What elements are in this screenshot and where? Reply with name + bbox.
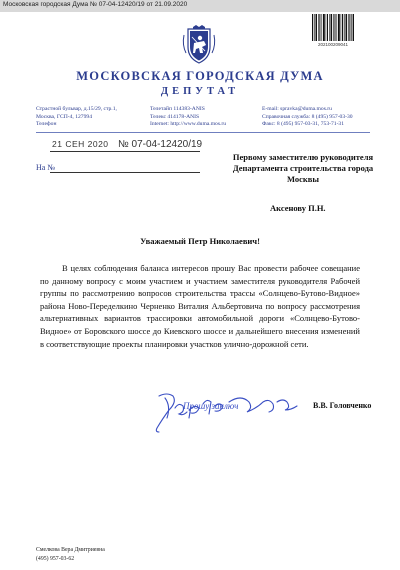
executor-name: Смелкова Вера Дмитриевна [36, 547, 105, 553]
moscow-coat-of-arms-icon [180, 25, 218, 65]
teletype-block [150, 106, 226, 129]
signer-name: В.В. Головченко [313, 401, 372, 410]
organization-name: МОСКОВСКАЯ ГОРОДСКАЯ ДУМА [76, 69, 324, 83]
website-line: Internet: http://www.duma.mos.ru [150, 121, 227, 127]
response-number-label: На № [36, 163, 55, 172]
addressee-line: Москвы [286, 174, 320, 184]
address-line: Москва, ГСП-4, 127994 [36, 113, 92, 120]
postal-address-block [36, 106, 117, 129]
document-header-bar [0, 0, 400, 12]
addressee-block [218, 152, 388, 185]
addressee-line: Первому заместителю руководителя [232, 152, 374, 162]
header-divider [36, 132, 370, 133]
barcode-number: 202100209041 [317, 42, 349, 47]
telex-line: Телекс 414178-ANIS [150, 113, 200, 120]
teletype-line: Телетайп 114383-ANIS [150, 106, 205, 112]
barcode [312, 14, 354, 41]
addressee-line: Департамента строительства города [232, 163, 374, 173]
executor-block [36, 546, 105, 563]
salutation: Уважаемый Петр Николаевич! [140, 236, 260, 246]
response-number-underline [50, 172, 200, 173]
fax-line: Факс: 8 (495) 957-03-31, 753-71-31 [262, 121, 345, 127]
address-line: Телефон [36, 121, 57, 127]
registration-number-stamp: № 07-04-12420/19 [118, 139, 203, 150]
number-underline [113, 151, 200, 152]
helpdesk-phone-line: Справочная служба: 8 (495) 957-03-30 [262, 113, 353, 120]
document-reference-text: Московская городская Дума № 07-04-12420/19 от 21.09.2020 [3, 1, 188, 8]
email-phone-block [262, 106, 353, 129]
registration-date-stamp: 21 СЕН 2020 [52, 139, 109, 149]
sender-role-title: ДЕПУТАТ [160, 86, 240, 97]
addressee-name: Аксенову П.Н. [270, 203, 326, 213]
date-underline [50, 151, 113, 152]
letter-body: В целях соблюдения баланса интересов прошу Вас провести рабочее совещание по данному вопросу с моим участием и участием заместителя руководителя Рабочей группы по рассмотрению вопросов строительства трассы «Солнцево-Бутово-Видное» района Ново-Переделкино Черненко Виталия Альбертовича по вопросу рассмотрения альтернативных вариантов трассировки автомобильной дороги «Солнцево-Бутово-Видное» от Боровского шоссе до Киевского шоссе и дальнейшего внесения изменений в соответствующие проекты планировки участков улично-дорожной сети. [40, 263, 360, 349]
signature-handwritten-text: Прошу заключ [183, 401, 239, 411]
handwritten-signature [145, 388, 305, 436]
email-line: E-mail: spravka@duma.mos.ru [262, 106, 332, 112]
address-line: Страстной бульвар, д.15/29, стр.1, [36, 106, 117, 112]
executor-phone: (495) 957-03-62 [36, 555, 75, 562]
